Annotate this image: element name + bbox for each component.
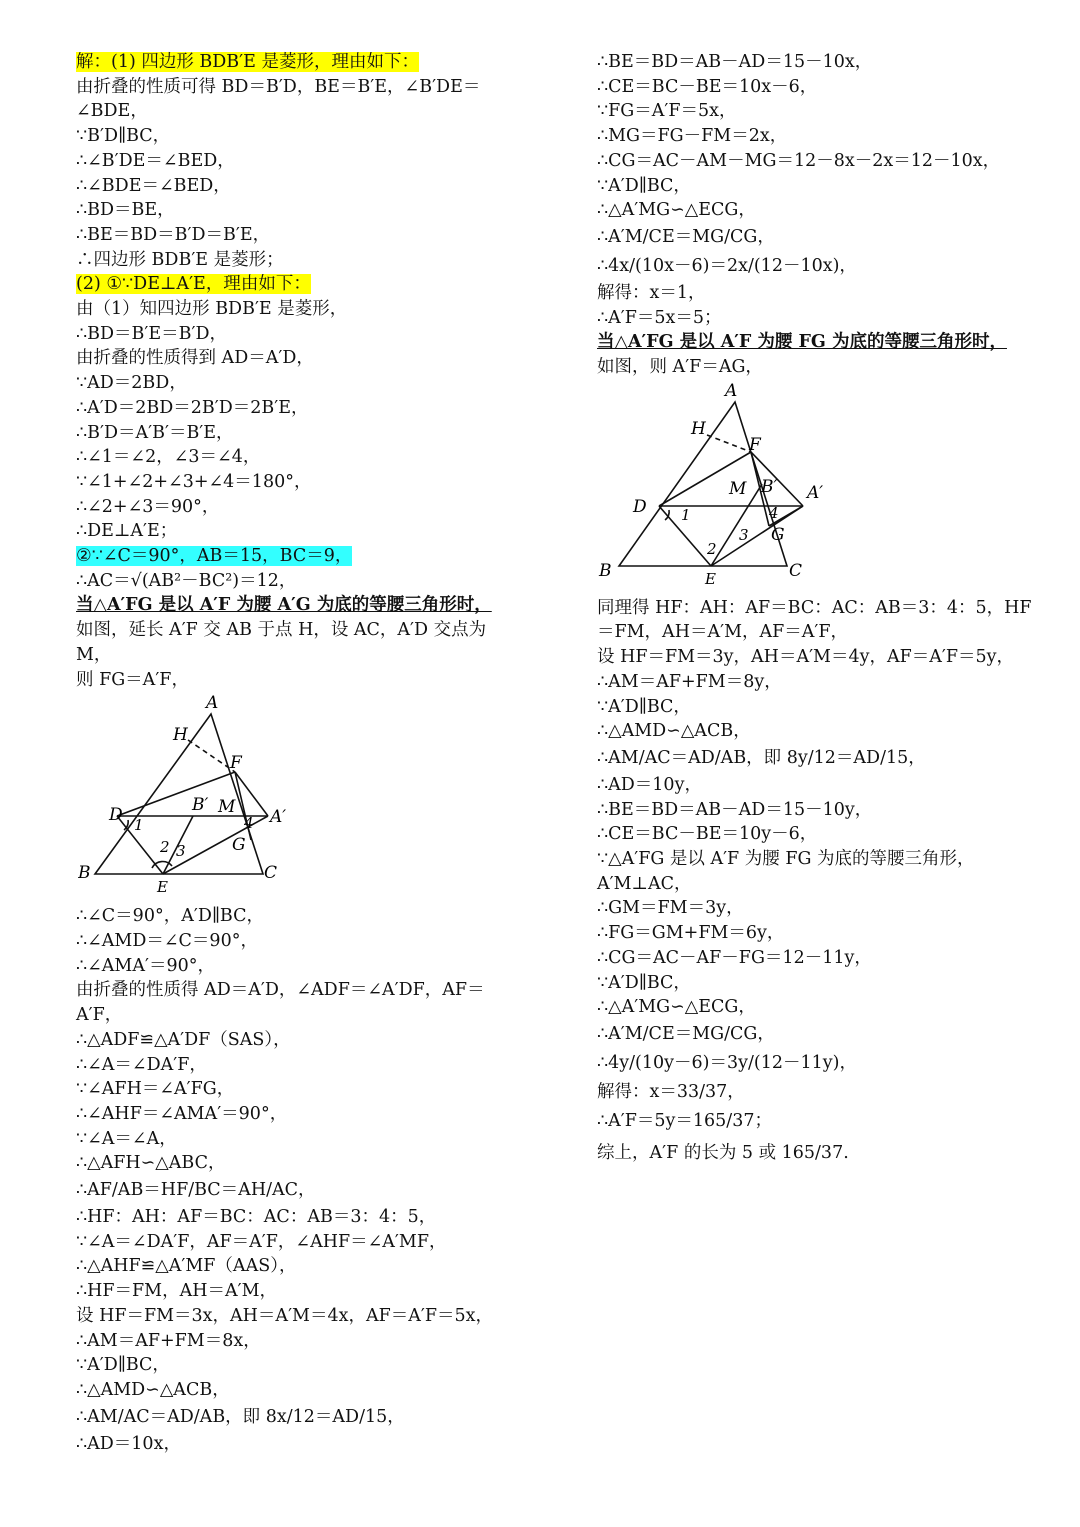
solution-line: ∴AM/AC＝AD/AB，即 8y/12＝AD/15， (597, 747, 926, 768)
solution-line: ∴GM＝FM＝3y， (597, 898, 744, 919)
solution-line: ∴△AHF≌△A′MF（AAS）， (76, 1256, 297, 1277)
label-B-prime: B′ (761, 476, 778, 497)
solution-line: 当△A′FG 是以 A′F 为腰 FG 为底的等腰三角形时， (597, 332, 1007, 353)
label-4: 4 (244, 814, 254, 833)
label-3: 3 (739, 525, 749, 544)
solution-line: ∴FG＝GM+FM＝6y， (597, 923, 785, 944)
solution-line: ∴DE⊥A′E； (76, 521, 178, 542)
solution-line: ∴AM＝AF+FM＝8y， (597, 671, 782, 692)
solution-line: ∴B′D＝A′B′＝B′E， (76, 422, 234, 443)
solution-line: ∵AD＝2BD， (76, 373, 187, 394)
solution-line: ∴∠AMA′＝90°， (76, 955, 215, 976)
label-A-prime: A′ (270, 807, 287, 828)
solution-line: 由折叠的性质得到 AD＝A′D， (76, 348, 314, 369)
solution-line: ∴4y/(10y－6)＝3y/(12－11y)， (597, 1052, 857, 1073)
solution-line: 设 HF＝FM＝3y，AH＝A′M＝4y，AF＝A′F＝5y， (597, 647, 1015, 668)
solution-line: ∴△A′MG∽△ECG， (597, 997, 756, 1018)
label-M: M (218, 797, 236, 818)
solution-line: ∴AD＝10y， (597, 774, 702, 795)
solution-line: ∴∠C＝90°，A′D∥BC， (76, 906, 265, 927)
solution-line: ∴∠BDE＝∠BED， (76, 175, 231, 196)
solution-line: ∴MG＝FG－FM＝2x， (597, 126, 788, 147)
solution-line: ∴△ADF≌△A′DF（SAS）， (76, 1029, 291, 1050)
solution-line: ∴AM/AC＝AD/AB，即 8x/12＝AD/15， (76, 1406, 405, 1427)
solution-line: ∵FG＝A′F＝5x， (597, 101, 737, 122)
solution-line: ∴∠1＝∠2，∠3＝∠4， (76, 447, 261, 468)
geometry-figure-2 (597, 380, 847, 596)
label-E: E (705, 569, 716, 588)
label-H: H (691, 418, 706, 439)
label-E: E (157, 878, 168, 897)
solution-line: ∵∠1+∠2+∠3+∠4＝180°， (76, 471, 312, 492)
solution-line: ∴AC＝√(AB²－BC²)＝12， (76, 570, 297, 591)
solution-line: ∵A′D∥BC， (76, 1355, 170, 1376)
solution-line: ∴BE＝BD＝AB－AD＝15－10x， (597, 52, 873, 72)
solution-line: ∴A′M/CE＝MG/CG， (597, 226, 775, 247)
label-D: D (633, 496, 647, 517)
label-A: A (725, 380, 738, 401)
label-G: G (232, 835, 246, 856)
solution-line: ∵A′D∥BC， (597, 696, 691, 717)
solution-line: ∴△A′MG∽△ECG， (597, 200, 756, 221)
geometry-figure-1 (78, 692, 318, 904)
label-H: H (173, 725, 188, 746)
label-C: C (789, 560, 803, 581)
label-F: F (230, 753, 242, 774)
label-B: B (599, 560, 612, 581)
solution-line: ∴BE＝BD＝B′D＝B′E， (76, 224, 271, 245)
solution-line: ∵∠AFH＝∠A′FG， (76, 1079, 235, 1100)
solution-line: ∴AF/AB＝HF/BC＝AH/AC， (76, 1180, 316, 1201)
left-column (76, 50, 516, 1456)
right-column (597, 50, 1042, 1170)
solution-line: ∴BD＝BE， (76, 200, 175, 221)
solution-line: ∴△AMD∽△ACB， (597, 721, 751, 742)
label-4: 4 (769, 503, 779, 522)
solution-line: ∴4x/(10x－6)＝2x/(12－10x)， (597, 255, 857, 276)
solution-line: ∵A′D∥BC， (597, 175, 691, 196)
solution-line: ∴AD＝10x， (76, 1433, 181, 1454)
label-3: 3 (176, 842, 186, 861)
solution-line: ∵∠A＝∠DA′F，AF＝A′F，∠AHF＝∠A′MF， (76, 1231, 447, 1252)
solution-line: ∵△A′FG 是以 A′F 为腰 FG 为底的等腰三角形，A′M⊥AC， (597, 849, 975, 894)
solution-line: ∴CG＝AC－AM－MG＝12－8x－2x＝12－10x， (597, 150, 1001, 171)
solution-line: ∴BE＝BD＝AB－AD＝15－10y， (597, 799, 873, 820)
solution-line: ∴AM＝AF+FM＝8x， (76, 1330, 261, 1351)
solution-line: ∴∠B′DE＝∠BED， (76, 150, 235, 171)
solution-line: 同理得 HF：AH：AF＝BC：AC：AB＝3：4：5，HF＝FM，AH＝A′M，AF＝A′F， (597, 597, 1032, 643)
solution-line: ∴CE＝BC－BE＝10x－6， (597, 76, 818, 97)
solution-line: ∴△AMD∽△ACB， (76, 1379, 230, 1400)
solution-line: ∴HF：AH：AF＝BC：AC：AB＝3：4：5， (76, 1207, 437, 1228)
solution-line: 解得：x＝33/37， (597, 1081, 745, 1102)
solution-line: ∴A′D＝2BD＝2B′D＝2B′E， (76, 397, 309, 418)
solution-line: ∴A′M/CE＝MG/CG， (597, 1023, 775, 1044)
solution-line: ∴∠A＝∠DA′F， (76, 1054, 207, 1075)
solution-line: ∴A′F＝5y＝165/37； (597, 1110, 772, 1131)
solution-line: ∴CG＝AC－AF－FG＝12－11y， (597, 947, 872, 968)
solution-line: ②∵∠C＝90°，AB＝15，BC＝9， (76, 546, 353, 567)
solution-line: ∴∠AMD＝∠C＝90°， (76, 930, 258, 951)
label-M: M (729, 478, 747, 499)
solution-line: 由折叠的性质可得 BD＝B′D，BE＝B′E，∠B′DE＝∠BDE， (76, 76, 481, 122)
label-F: F (749, 434, 761, 455)
solution-line: 解：(1) 四边形 BDB′E 是菱形，理由如下： (76, 52, 419, 72)
label-2: 2 (707, 539, 717, 558)
solution-line: 设 HF＝FM＝3x，AH＝A′M＝4x，AF＝A′F＝5x， (76, 1305, 494, 1326)
label-B-prime: B′ (192, 795, 209, 816)
label-A: A (206, 693, 219, 714)
label-1: 1 (134, 816, 144, 835)
label-G: G (771, 524, 785, 545)
label-C: C (264, 863, 278, 884)
solution-line: ∴CE＝BC－BE＝10y－6， (597, 824, 818, 845)
label-2: 2 (160, 838, 170, 857)
solution-line: 如图，延长 A′F 交 AB 于点 H，设 AC，A′D 交点为 M， (76, 620, 487, 665)
solution-line: ∵B′D∥BC， (76, 126, 171, 147)
solution-line: ∵A′D∥BC， (597, 972, 691, 993)
solution-line: 如图，则 A′F＝AG， (597, 357, 763, 378)
solution-line: (2) ①∵DE⊥A′E，理由如下： (76, 274, 311, 295)
solution-line: 解得：x＝1， (597, 282, 706, 303)
label-1: 1 (681, 505, 691, 524)
solution-line: 由（1）知四边形 BDB′E 是菱形， (76, 299, 348, 320)
solution-line: ∴四边形 BDB′E 是菱形； (76, 249, 284, 270)
solution-line: ∴A′F＝5x＝5； (597, 307, 722, 328)
solution-line: ∴∠2+∠3＝90°， (76, 496, 220, 517)
solution-line: 由折叠的性质得 AD＝A′D，∠ADF＝∠A′DF，AF＝A′F， (76, 980, 485, 1026)
solution-line: 综上，A′F 的长为 5 或 165/37. (597, 1142, 849, 1163)
solution-line: ∴△AFH∽△ABC， (76, 1153, 226, 1174)
solution-line: ∵∠A＝∠A， (76, 1128, 177, 1149)
label-D: D (109, 805, 123, 826)
solution-line: 则 FG＝A′F， (76, 669, 189, 690)
solution-line: ∴∠AHF＝∠AMA′＝90°， (76, 1103, 288, 1124)
label-A-prime: A′ (807, 482, 824, 503)
label-B: B (78, 863, 91, 884)
solution-line: ∴HF＝FM，AH＝A′M， (76, 1281, 278, 1302)
solution-line: 当△A′FG 是以 A′F 为腰 A′G 为底的等腰三角形时， (76, 595, 492, 616)
solution-line: ∴BD＝B′E＝B′D， (76, 323, 227, 344)
